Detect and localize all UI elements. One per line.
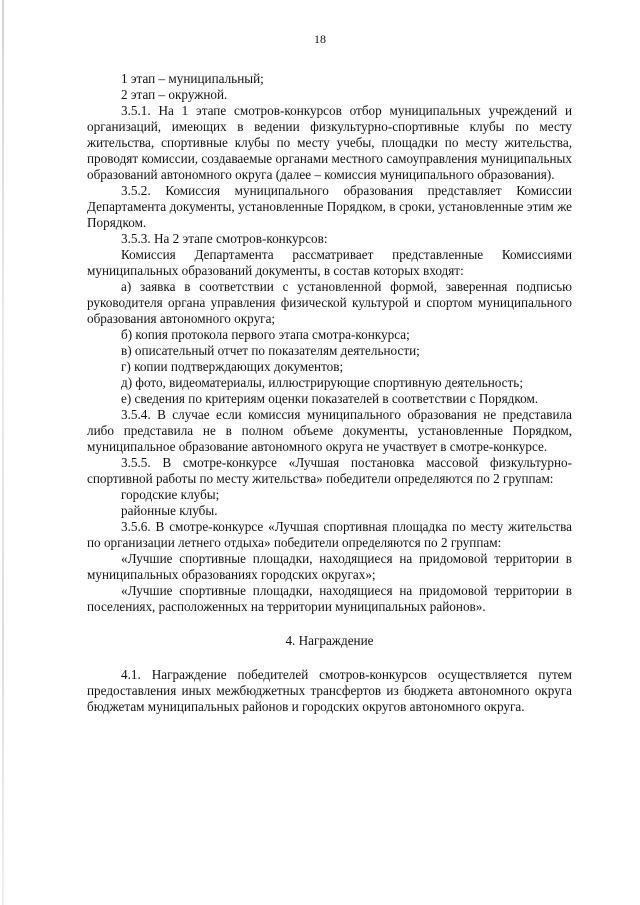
group-district-clubs: районные клубы. <box>121 503 218 518</box>
group-urban-districts: «Лучшие спортивные площадки, находящиеся на придомовой территории в муниципальных образованиях городских округах»; <box>87 551 572 582</box>
paragraph-4-1: 4.1. Награждение победителей смотров-конкурсов осуществляется путем предоставления иных межбюджетных трансфертов из бюджета автономного округа бюджетам муниципальных районов и городских округов автономного округа. <box>87 667 572 714</box>
list-item-e: е) сведения по критериям оценки показателей в соответствии с Порядком. <box>121 391 539 406</box>
paragraph-3-5-4: 3.5.4. В случае если комиссия муниципального образования не представила либо представила не в полном объеме документы, установленные Порядком, муниципальное образование автономного округа не участвует в смотре-конкурсе. <box>87 407 572 454</box>
group-settlements: «Лучшие спортивные площадки, находящиеся на придомовой территории в поселениях, расположенных на территории муниципальных районов». <box>87 583 572 614</box>
paragraph-3-5-2: 3.5.2. Комиссия муниципального образования представляет Комиссии Департамента документы, установленные Порядком, в сроки, установленные этим же Порядком. <box>87 183 572 230</box>
paragraph-3-5-5: 3.5.5. В смотре-конкурсе «Лучшая постановка массовой физкультурно-спортивной работы по месту жительства» победители определяются по 2 группам: <box>87 455 572 486</box>
paragraph-stage-1: 1 этап – муниципальный; <box>121 71 264 86</box>
document-body <box>87 71 572 715</box>
list-item-b: б) копия протокола первого этапа смотра-конкурса; <box>121 327 410 342</box>
page-number: 18 <box>314 32 326 46</box>
paragraph-commission-review: Комиссия Департамента рассматривает представленные Комиссиями муниципальных образований документы, в состав которых входят: <box>87 247 572 278</box>
list-item-v: в) описательный отчет по показателям деятельности; <box>121 343 420 358</box>
paragraph-3-5-1: 3.5.1. На 1 этапе смотров-конкурсов отбор муниципальных учреждений и организаций, имеющих в ведении физкультурно-спортивные клубы по месту жительства, спортивные клубы по месту учебы, площадки по месту жительства, проводят комиссии, создаваемые органами местного самоуправления муниципальных образований автономного округа (далее – комиссия муниципального образования). <box>87 103 572 182</box>
paragraph-3-5-3: 3.5.3. На 2 этапе смотров-конкурсов: <box>121 231 328 246</box>
group-city-clubs: городские клубы; <box>121 487 220 502</box>
section-heading: 4. Награждение <box>285 633 374 648</box>
list-item-g: г) копии подтверждающих документов; <box>121 359 344 374</box>
scan-edge <box>2 0 4 905</box>
paragraph-3-5-6: 3.5.6. В смотре-конкурсе «Лучшая спортивная площадка по месту жительства по организации летнего отдыха» победители определяются по 2 группам: <box>87 519 572 550</box>
list-item-a: а) заявка в соответствии с установленной формой, заверенная подписью руководителя органа управления физической культурой и спортом муниципального образования автономного округа; <box>87 279 572 326</box>
paragraph-stage-2: 2 этап – окружной. <box>121 87 228 102</box>
list-item-d: д) фото, видеоматериалы, иллюстрирующие спортивную деятельность; <box>121 375 523 390</box>
